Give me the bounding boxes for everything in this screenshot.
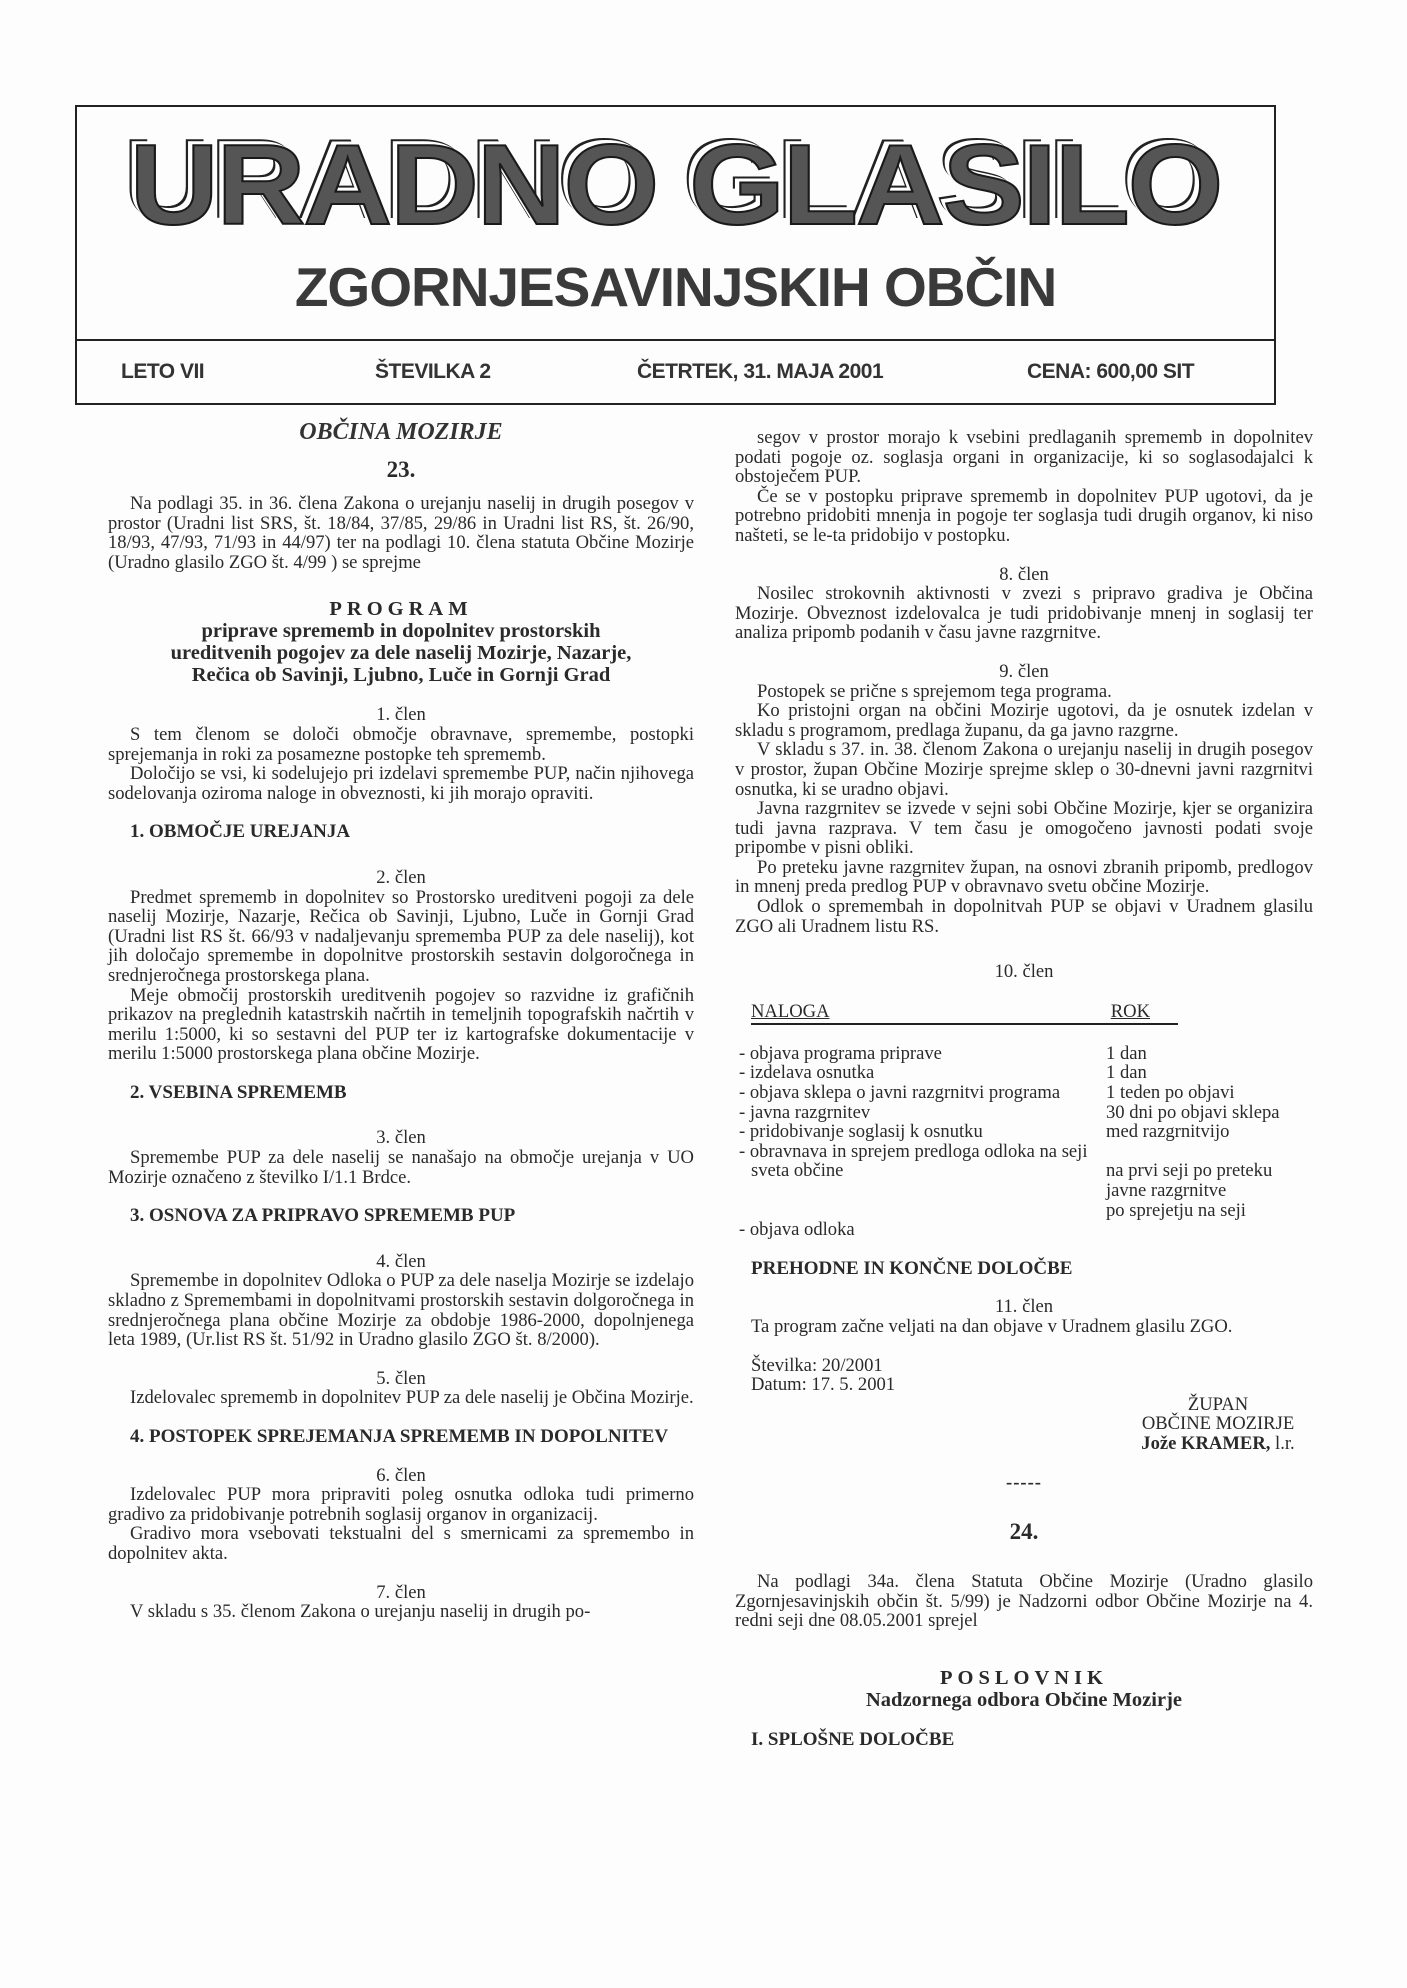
task-table-header bbox=[751, 1001, 1178, 1025]
deadline-cell: po sprejetju na seji bbox=[1106, 1199, 1246, 1221]
program-subtitle: Rečica ob Savinji, Ljubno, Luče in Gornji Grad bbox=[191, 664, 611, 687]
task-cell: - pridobivanje soglasij k osnutku bbox=[739, 1121, 983, 1143]
issue-price: CENA: 600,00 SIT bbox=[1027, 360, 1195, 383]
article-paragraph: Spremembe in dopolnitev Odloka o PUP za dele naselja Mozirje se izdelajo skladno z Spremembami in dopolnitvami prostorskih sestavin dolgoročnega in srednjeročnega plana občine Mozirje za obdobje 1986-2000, dopolnjenega leta 1989, (Ur.list RS št. 51/92 in Uradno glasilo ZGO št. 8/2000). bbox=[108, 1270, 694, 1351]
task-cell: - izdelava osnutka bbox=[739, 1062, 875, 1084]
article-heading: 2. člen bbox=[376, 866, 426, 888]
right-column bbox=[735, 428, 1313, 1750]
signature-title: ŽUPAN bbox=[1187, 1393, 1249, 1415]
article-paragraph: Izdelovalec sprememb in dopolnitev PUP za dele naselij je Občina Mozirje. bbox=[130, 1387, 694, 1409]
task-table-row bbox=[735, 1063, 1313, 1083]
deadline-cell: 1 dan bbox=[1106, 1062, 1147, 1084]
section-heading: 2. VSEBINA SPREMEMB bbox=[130, 1081, 347, 1103]
issue-info-row bbox=[77, 339, 1274, 405]
task-table-row bbox=[735, 1201, 1313, 1240]
publication-title: URADNO GLASILO bbox=[129, 122, 1222, 249]
section-heading: 4. POSTOPEK SPREJEMANJA SPREMEMB IN DOPOLNITEV bbox=[130, 1426, 669, 1447]
article-heading: 10. člen bbox=[994, 961, 1054, 983]
bylaws-title: POSLOVNIK bbox=[939, 1666, 1109, 1689]
deadline-cell: med razgrnitvijo bbox=[1106, 1121, 1230, 1143]
left-column bbox=[108, 418, 694, 1622]
signature-block bbox=[1123, 1395, 1313, 1454]
task-cell: - obravnava in sprejem predloga odloka na seji sveta občine bbox=[739, 1140, 1088, 1182]
article-paragraph: V skladu s 37. in. 38. členom Zakona o urejanju naselij in drugih posegov v prostor, župan Občine Mozirje sprejme sklep o 30-dnevni javni razgrnitvi osnutka, ki se uradno objavi. bbox=[735, 739, 1313, 800]
program-title: PROGRAM bbox=[329, 598, 473, 621]
deadline-cell: na prvi seji po preteku javne razgrnitve bbox=[1106, 1160, 1273, 1201]
article-paragraph: Nosilec strokovnih aktivnosti v zvezi s pripravo gradiva je Občina Mozirje. Obveznost izdelovalca je tudi pridobivanje mnenj in soglasij ter analiza pripomb podanih v času javne razgrnitve. bbox=[735, 583, 1313, 644]
signature-name-line bbox=[1123, 1434, 1313, 1454]
reference-number: Številka: 20/2001 bbox=[751, 1354, 883, 1376]
section-heading: PREHODNE IN KONČNE DOLOČBE bbox=[751, 1257, 1073, 1279]
program-subtitle: ureditvenih pogojev za dele naselij Mozirje, Nazarje, bbox=[170, 642, 632, 665]
signatory-name: Jože KRAMER, bbox=[1141, 1432, 1271, 1454]
article-paragraph: Ko pristojni organ na občini Mozirje ugotovi, da je osnutek izdelan v skladu s programom, predlaga županu, da ga javno razgrne. bbox=[735, 700, 1313, 741]
article-heading: 11. člen bbox=[994, 1296, 1054, 1318]
article-paragraph: Izdelovalec PUP mora pripraviti poleg osnutka odloka tudi primerno gradivo za pridobivanje potrebnih soglasij organov in organizacij. bbox=[108, 1484, 694, 1525]
act-number: 24. bbox=[1009, 1519, 1039, 1545]
deadline-column-header: ROK bbox=[1110, 1000, 1150, 1022]
article-paragraph: S tem členom se določi območje obravnave, spremembe, postopki sprejemanja in roki za posamezne postopke teh sprememb. bbox=[108, 723, 694, 765]
task-table bbox=[735, 1044, 1313, 1240]
signature-organization: OBČINE MOZIRJE bbox=[1141, 1413, 1295, 1435]
section-separator: ----- bbox=[1006, 1471, 1042, 1493]
section-heading: I. SPLOŠNE DOLOČBE bbox=[751, 1728, 955, 1750]
article-paragraph: Odlok o spremembah in dopolnitvah PUP se objavi v Uradnem glasilu ZGO ali Uradnem listu RS. bbox=[735, 896, 1313, 937]
signatory-suffix: l.r. bbox=[1270, 1432, 1295, 1454]
act-number: 23. bbox=[386, 457, 416, 482]
article-paragraph: Po preteku javne razgrnitev župan, na osnovi zbranih pripomb, predlogov in mnenj preda predlog PUP v obravnavo svetu občine Mozirje. bbox=[735, 856, 1313, 898]
issue-year: LETO VII bbox=[121, 360, 205, 383]
publication-subtitle: ZGORNJESAVINJSKIH OBČIN bbox=[294, 256, 1057, 318]
article-heading: 5. člen bbox=[376, 1367, 426, 1389]
article-paragraph: Ta program začne veljati na dan objave v Uradnem glasilu ZGO. bbox=[751, 1315, 1233, 1337]
article-paragraph: V skladu s 35. členom Zakona o urejanju naselij in drugih po- bbox=[130, 1601, 591, 1623]
task-cell: - objava odloka bbox=[739, 1219, 855, 1241]
task-table-row bbox=[735, 1122, 1313, 1142]
article-paragraph: Gradivo mora vsebovati tekstualni del s smernicami za spremembo in dopolnitev akta. bbox=[108, 1523, 694, 1564]
task-table-row bbox=[735, 1083, 1313, 1103]
deadline-cell: 1 teden po objavi bbox=[1106, 1082, 1235, 1104]
authority-heading: OBČINA MOZIRJE bbox=[299, 419, 503, 445]
article-heading: 3. člen bbox=[376, 1127, 426, 1149]
section-heading: 1. OBMOČJE UREJANJA bbox=[130, 821, 351, 843]
task-cell: - objava sklepa o javni razgrnitvi programa bbox=[739, 1082, 1061, 1104]
bylaws-subtitle: Nadzornega odbora Občine Mozirje bbox=[866, 1688, 1182, 1711]
article-heading: 9. člen bbox=[999, 660, 1049, 682]
deadline-cell: 1 dan bbox=[1106, 1042, 1147, 1064]
task-table-row bbox=[735, 1142, 1313, 1201]
task-table-row bbox=[735, 1044, 1313, 1064]
preamble: Na podlagi 35. in 36. člena Zakona o urejanju naselij in drugih posegov v prostor (Uradni list SRS, št. 18/84, 37/85, 29/86 in Uradni list RS, št. 26/90, 18/93, 47/93, 71/93 in 44/97) ter na podlagi 10. člena statuta Občine Mozirje (Uradno glasilo ZGO št. 4/99 ) se sprejme bbox=[108, 493, 694, 573]
task-cell: - javna razgrnitev bbox=[739, 1101, 871, 1123]
article-paragraph: Meje območij prostorskih ureditvenih pogojev so razvidne iz grafičnih prikazov na preglednih katastrskih načrtih in temeljnih topografskih načrtih v merilu 1:5000, ki so sestavni del PUP ter iz kartografske dokumentacije v merilu 1:5000 prostorskega plana občine Mozirje. bbox=[108, 984, 694, 1065]
article-paragraph: Postopek se prične s sprejemom tega programa. bbox=[757, 680, 1112, 702]
article-paragraph: Spremembe PUP za dele naselij se nanašajo na območje urejanja v UO Mozirje označeno z številko I/1.1 Brdce. bbox=[108, 1147, 694, 1188]
article-heading: 4. člen bbox=[376, 1250, 426, 1272]
article-heading: 6. člen bbox=[376, 1464, 426, 1486]
article-paragraph: Določijo se vsi, ki sodelujejo pri izdelavi spremembe PUP, način njihovega sodelovanja oziroma naloge in obveznosti, ki jih morajo opraviti. bbox=[108, 763, 694, 804]
reference-date: Datum: 17. 5. 2001 bbox=[751, 1374, 896, 1396]
section-heading: 3. OSNOVA ZA PRIPRAVO SPREMEMB PUP bbox=[130, 1205, 516, 1227]
task-cell: - objava programa priprave bbox=[739, 1042, 942, 1064]
issue-date: ČETRTEK, 31. MAJA 2001 bbox=[637, 360, 884, 383]
masthead bbox=[75, 105, 1276, 405]
task-table-row bbox=[735, 1103, 1313, 1123]
program-subtitle: priprave sprememb in dopolnitev prostorskih bbox=[201, 620, 601, 643]
task-column-header: NALOGA bbox=[751, 1000, 830, 1022]
article-paragraph: segov v prostor morajo k vsebini predlaganih sprememb in dopolnitev podati pogoje oz. soglasja organi in organizacije, ki so soglasodajalci k obstoječem PUP. bbox=[735, 427, 1313, 488]
article-paragraph: Javna razgrnitev se izvede v sejni sobi Občine Mozirje, kjer se organizira tudi javna razprava. V tem času je omogočeno javnosti podati svoje pripombe v pisni obliki. bbox=[735, 798, 1313, 859]
article-paragraph: Predmet sprememb in dopolnitev so Prostorsko ureditveni pogoji za dele naselij Mozirje, Nazarje, Rečica ob Savinji, Ljubno, Luče in Gornji Grad (Uradni list RS št. 66/93 v nadaljevanju sprememba PUP za dele naselij), kot jih določajo spremembe in dopolnitve prostorskih sestavin dolgoročnega in srednjeročnega prostorskega plana. bbox=[108, 886, 694, 986]
article-paragraph: Če se v postopku priprave sprememb in dopolnitev PUP ugotovi, da je potrebno pridobiti mnenja in pogoje ter soglasja tudi drugih organov, ki niso našteti, se le-ta pridobijo v postopku. bbox=[735, 485, 1313, 546]
deadline-cell: 30 dni po objavi sklepa bbox=[1106, 1101, 1280, 1123]
preamble: Na podlagi 34a. člena Statuta Občine Mozirje (Uradno glasilo Zgornjesavinjskih občin št. 5/99) je Nadzorni odbor Občine Mozirje na 4. redni seji dne 08.05.2001 sprejel bbox=[735, 1571, 1313, 1632]
issue-number: ŠTEVILKA 2 bbox=[375, 360, 491, 383]
article-heading: 7. člen bbox=[376, 1581, 426, 1603]
article-heading: 1. člen bbox=[376, 704, 426, 726]
article-heading: 8. člen bbox=[999, 563, 1049, 585]
